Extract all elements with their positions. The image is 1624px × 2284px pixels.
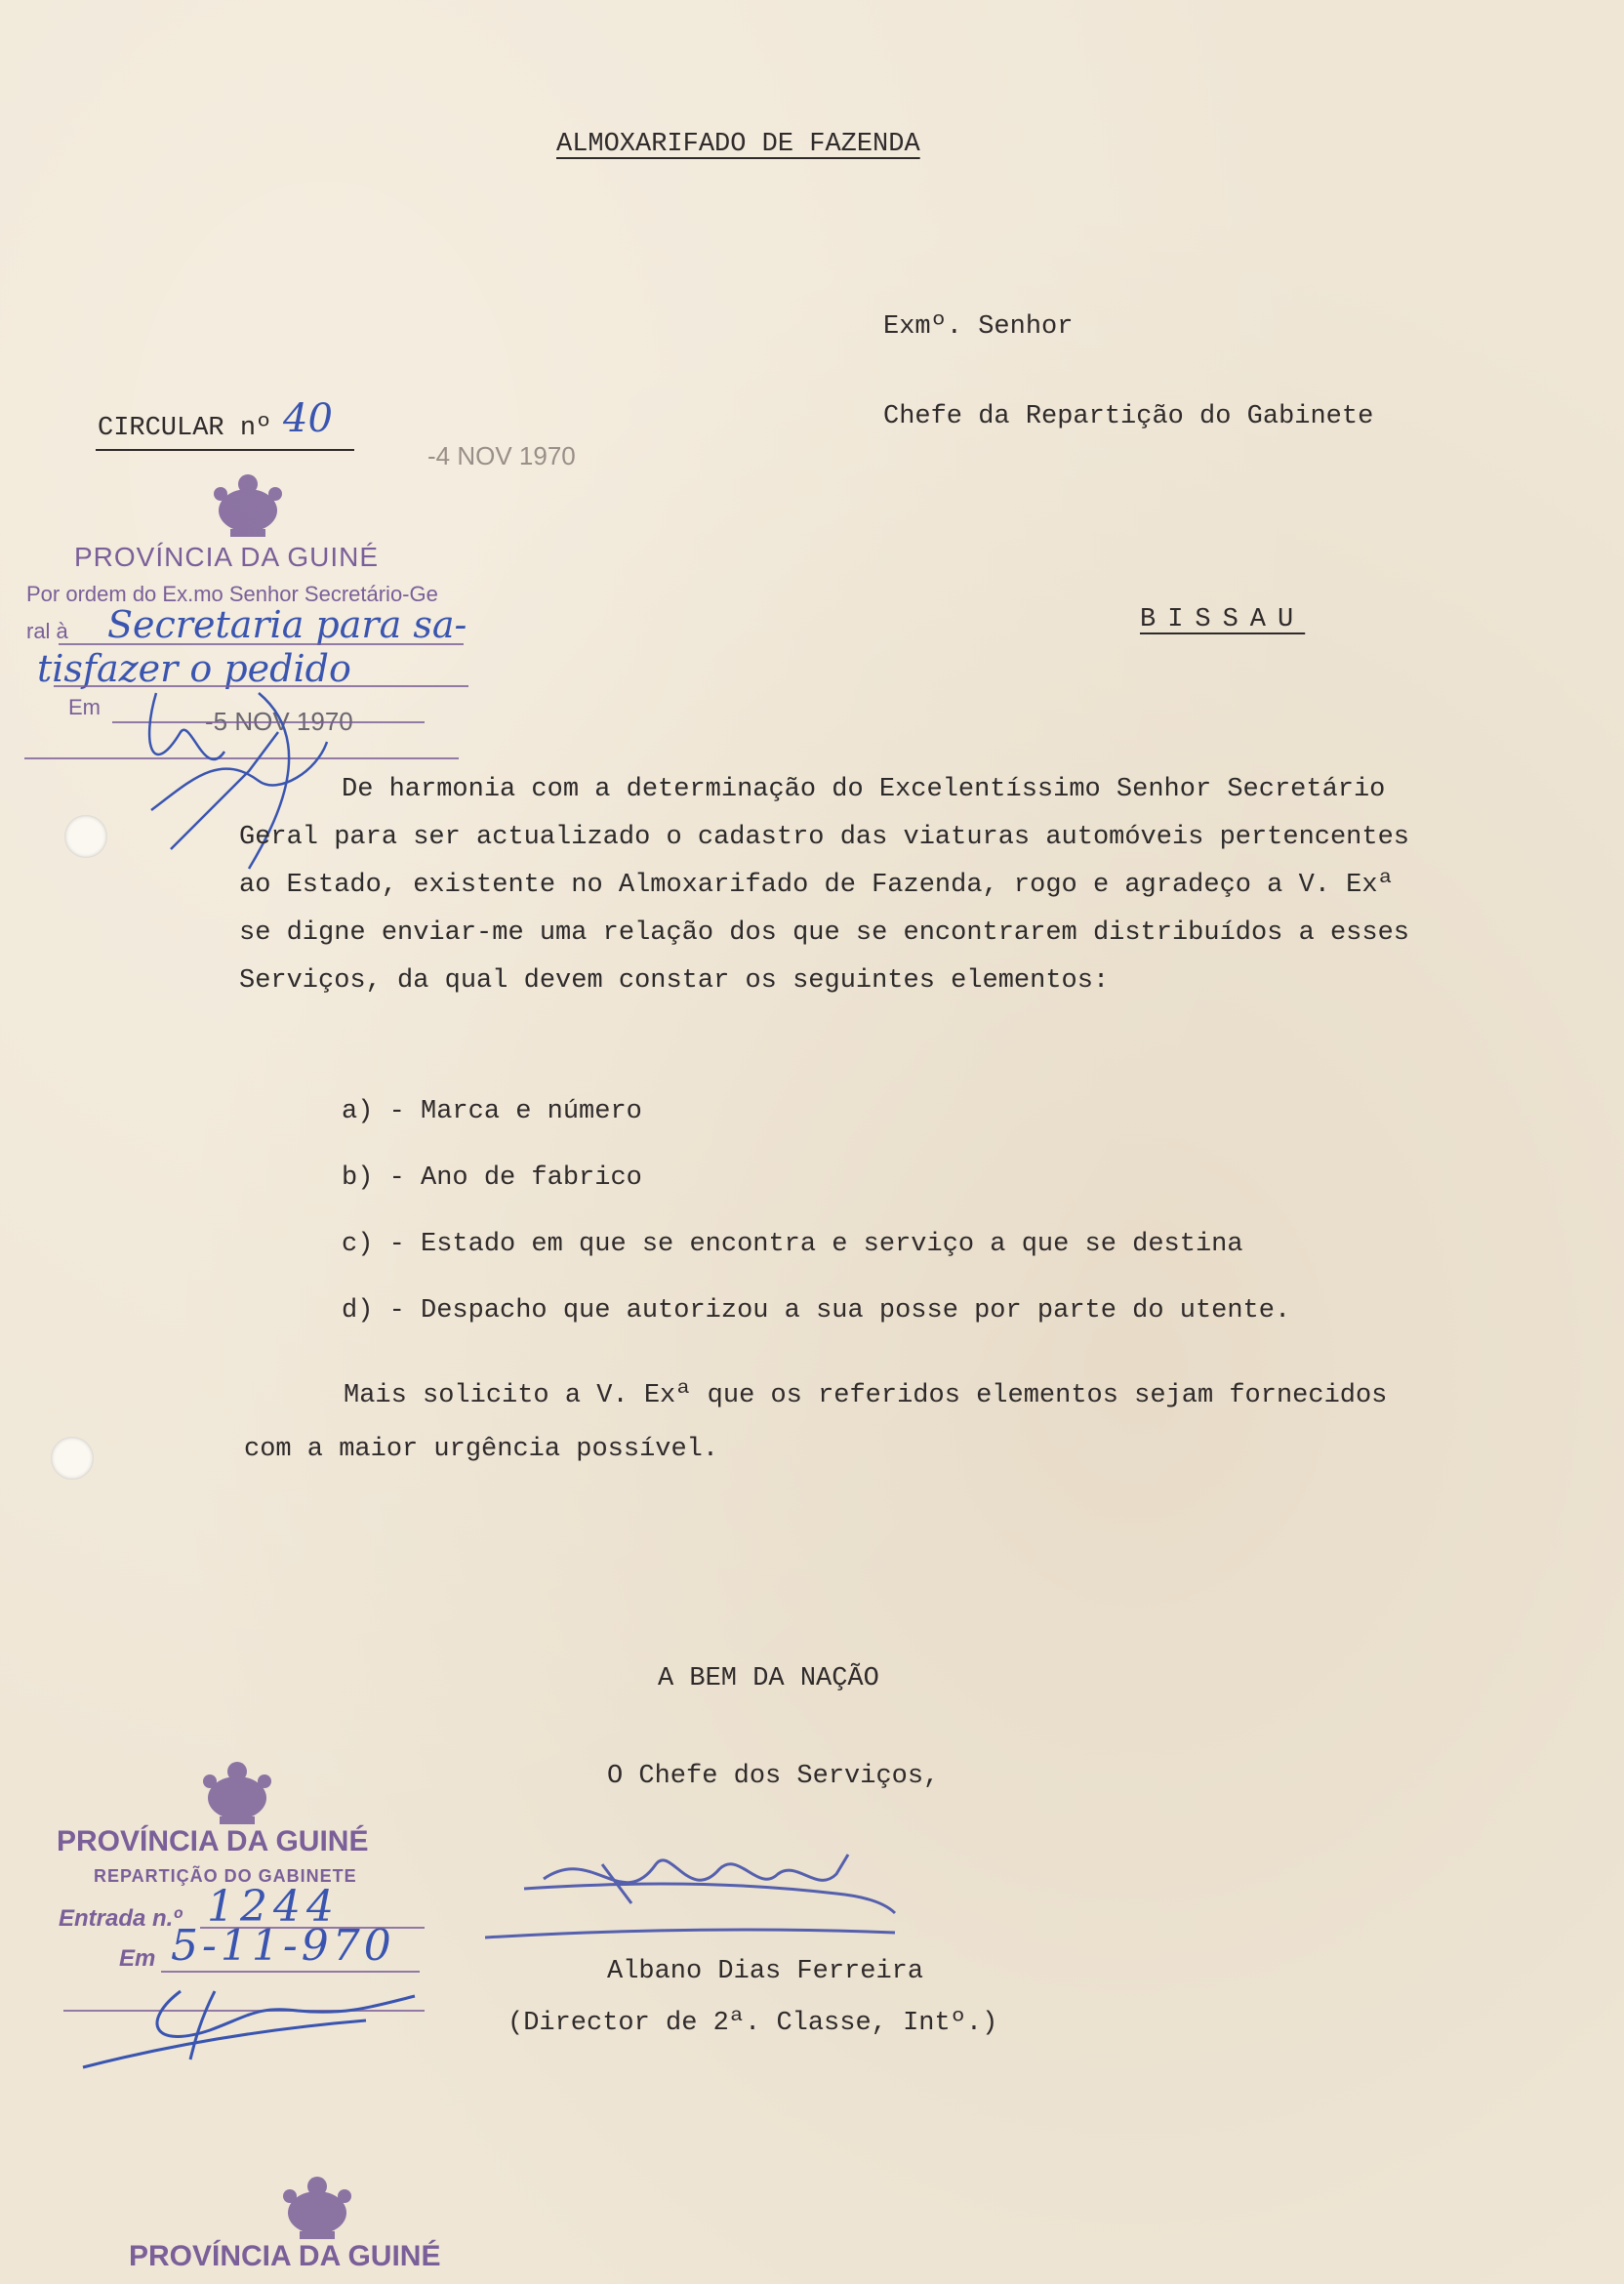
circular-label: CIRCULAR nº — [98, 414, 272, 443]
stamp-bottom-province: PROVÍNCIA DA GUINÉ — [57, 1825, 369, 1857]
stamp-top-line2-prefix: ral à — [26, 619, 68, 643]
body-line-1: De harmonia com a determinação do Excelentíssimo Senhor Secretário — [342, 775, 1386, 804]
stamp-bottom-entry-number: 1244 — [207, 1882, 340, 1932]
list-item: d) - Despacho que autorizou a sua posse por parte do utente. — [342, 1296, 1291, 1326]
elements-list — [342, 1079, 1290, 1344]
signatory-role: O Chefe dos Serviços, — [607, 1762, 940, 1791]
stamp-top-date: -5 NOV 1970 — [205, 707, 353, 736]
motto: A BEM DA NAÇÃO — [658, 1664, 879, 1693]
body-line-5: Serviços, da qual devem constar os seguintes elementos: — [239, 966, 1110, 996]
closing-line-1: Mais solicito a V. Exª que os referidos elementos sejam fornecidos — [344, 1381, 1388, 1410]
circular-number: 40 — [283, 396, 333, 441]
crest-icon — [201, 467, 295, 545]
addressee-city: BISSAU — [1140, 605, 1306, 634]
list-item: a) - Marca e número — [342, 1097, 642, 1126]
stamp-top-line1: Por ordem do Ex.mo Senhor Secretário-Ge — [26, 582, 438, 606]
circular-reference — [96, 396, 354, 451]
body-paragraph — [239, 766, 1537, 1005]
stamp-top-handwriting-2: tisfazer o pedido — [37, 647, 351, 690]
stamp-bottom-department: REPARTIÇÃO DO GABINETE — [94, 1866, 357, 1886]
list-item: b) - Ano de fabrico — [342, 1163, 642, 1193]
stamp-top-date-prefix: Em — [68, 695, 101, 719]
signatory-name: Albano Dias Ferreira — [607, 1957, 924, 1986]
stamp-top-province: PROVÍNCIA DA GUINÉ — [74, 542, 380, 572]
addressee-position: Chefe da Repartição do Gabinete — [883, 402, 1374, 431]
body-line-2: Geral para ser actualizado o cadastro das viaturas automóveis pertencentes — [239, 823, 1409, 852]
stamp-bottom-date-label: Em — [119, 1945, 156, 1972]
signatory-title: (Director de 2ª. Classe, Intº.) — [508, 2009, 998, 2038]
document-title: ALMOXARIFADO DE FAZENDA — [556, 130, 920, 159]
stamp-top-handwriting-1: Secretaria para sa- — [107, 603, 467, 646]
stamp-bottom-date: 5-11-970 — [171, 1921, 395, 1971]
body-line-3: ao Estado, existente no Almoxarifado de Fazenda, rogo e agradeço a V. Exª — [239, 871, 1394, 900]
body-line-4: se digne enviar-me uma relação dos que se encontrarem distribuídos a esses — [239, 918, 1409, 948]
salutation: Exmº. Senhor — [883, 312, 1074, 342]
crest-icon — [270, 2169, 364, 2247]
signature — [485, 1835, 914, 1942]
crest-icon — [190, 1754, 284, 1832]
punch-hole-lower — [51, 1437, 94, 1480]
stamp-bottom-lines — [54, 1913, 444, 2079]
received-date-stamp: -4 NOV 1970 — [427, 441, 576, 470]
stamp-footer-province: PROVÍNCIA DA GUINÉ — [129, 2240, 441, 2272]
stamp-bottom-entry-label: Entrada n.º — [59, 1905, 183, 1932]
list-item: c) - Estado em que se encontra e serviço a que se destina — [342, 1230, 1243, 1259]
closing-line-2: com a maior urgência possível. — [244, 1435, 719, 1464]
